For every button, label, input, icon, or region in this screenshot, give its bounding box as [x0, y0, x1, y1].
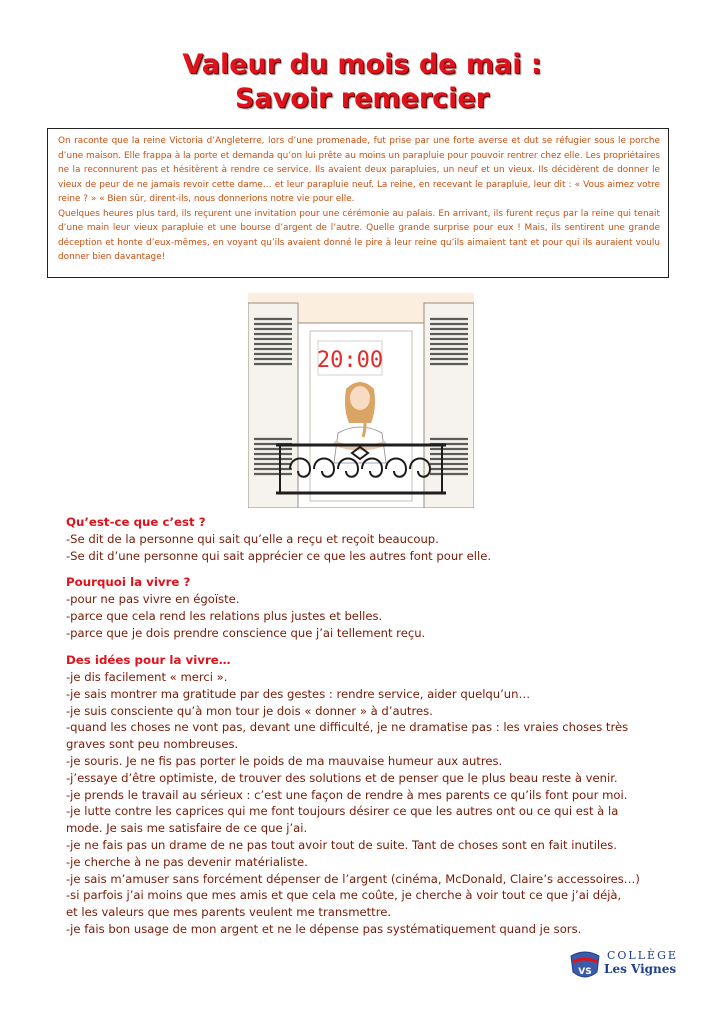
section-line: -je fais bon usage de mon argent et ne le dépense pas systématiquement quand je sors. [66, 921, 582, 936]
section-line: -je souris. Je ne fis pas porter le poids de ma mauvaise humeur aux autres. [66, 753, 503, 768]
window-illustration [248, 293, 474, 508]
section-line: graves sont peu nombreuses. [66, 737, 239, 752]
section-title-definition: Qu’est-ce que c’est ? [66, 515, 206, 529]
section-definition [66, 514, 684, 565]
title-line-2: Savoir remercier [234, 83, 490, 114]
section-line: -parce que cela rend les relations plus justes et belles. [66, 608, 383, 623]
clock-display: 20:00 [316, 348, 384, 373]
logo-text-name: Les Vignes [604, 962, 677, 976]
section-line: -Se dit de la personne qui sait qu’elle a reçu et reçoit beaucoup. [66, 532, 439, 546]
section-line: -j’essaye d’être optimiste, de trouver des solutions et de penser que le plus beau reste à venir. [66, 770, 618, 785]
right-shutter [424, 303, 474, 508]
left-shutter [248, 303, 298, 508]
page-title [0, 48, 724, 116]
logo-emblem [567, 948, 603, 982]
section-line: -je sais montrer ma gratitude par des gestes : rendre service, aider quelqu’un… [66, 686, 531, 701]
section-why [66, 574, 684, 641]
section-line: -Se dit d’une personne qui sait apprécier ce que les autres font pour elle. [66, 548, 492, 563]
logo-text-college: COLLÈGE [607, 949, 678, 962]
section-line: et les valeurs que mes parents veulent me transmettre. [66, 905, 392, 920]
section-ideas [66, 652, 684, 938]
title-line-1: Valeur du mois de mai : [182, 49, 542, 80]
section-line: -si parfois j’ai moins que mes amis et que cela me coûte, je cherche à voir tout ce que j’ai déjà, [66, 888, 622, 903]
story-box [47, 128, 669, 278]
section-line: -je dis facilement « merci ». [66, 670, 228, 684]
story-paragraph-1: On raconte que la reine Victoria d’Angleterre, lors d’une promenade, fut prise par une forte averse et dut se réfugier sous le porche d’une maison. Elle frappa à la porte et demanda qu’on lui prête au moins un parapluie pour pouvoir rentrer chez elle. Les propriétaires ne la reconnurent pas et hésitèrent à rendre ce service. Ils avaient deux parapluies, un neuf et un vieux. Ils décidèrent de donner le vieux de peur de ne jamais revoir cette dame… et leur parapluie neuf. La reine, en recevant le parapluie, leur dit : « Vous aimez votre reine ? » « Bien sûr, dirent-ils, nous donnerions notre vie pour elle. [58, 136, 660, 204]
section-title-ideas: Des idées pour la vivre… [66, 653, 231, 667]
section-line: -je suis consciente qu’à mon tour je dois « donner » à d’autres. [66, 703, 433, 718]
section-line: -je lutte contre les caprices qui me font toujours désirer ce que les autres ont ou ce qui est à la [66, 804, 619, 819]
story-paragraph-2: Quelques heures plus tard, ils reçurent une invitation pour une cérémonie au palais. En arrivant, ils furent reçus par la reine qui tenait d’une main leur vieux parapluie et une bourse d’argent de l’autre. Quelle grande surprise pour eux ! Mais, ils sentirent une grande déception et honte d’eux-mêmes, en voyant qu’ils avaient donné le pire à leur reine qu’ils aimaient tant et pour qui ils auraient voulu donner bien davantage! [58, 208, 660, 262]
logo-badge-text: VS [578, 967, 592, 977]
section-line: -quand les choses ne vont pas, devant une difficulté, je ne dramatise pas : les vraies choses très [66, 720, 629, 735]
section-line: -je prends le travail au sérieux : c’est une façon de rendre à mes parents ce qu’ils font pour moi. [66, 787, 628, 802]
section-line: -pour ne pas vivre en égoïste. [66, 592, 240, 606]
college-logo [567, 948, 682, 982]
section-line: -parce que je dois prendre conscience que j’ai tellement reçu. [66, 625, 426, 640]
section-title-why: Pourquoi la vivre ? [66, 575, 191, 589]
section-line: -je sais m’amuser sans forcément dépenser de l’argent (cinéma, McDonald, Claire’s accessoires…) [66, 871, 640, 886]
section-line: -je ne fais pas un drame de ne pas tout avoir tout de suite. Tant de choses sont en fait inutiles. [66, 837, 617, 852]
section-line: mode. Je sais me satisfaire de ce que j’ai. [66, 821, 308, 836]
section-line: -je cherche à ne pas devenir matérialiste. [66, 854, 308, 869]
